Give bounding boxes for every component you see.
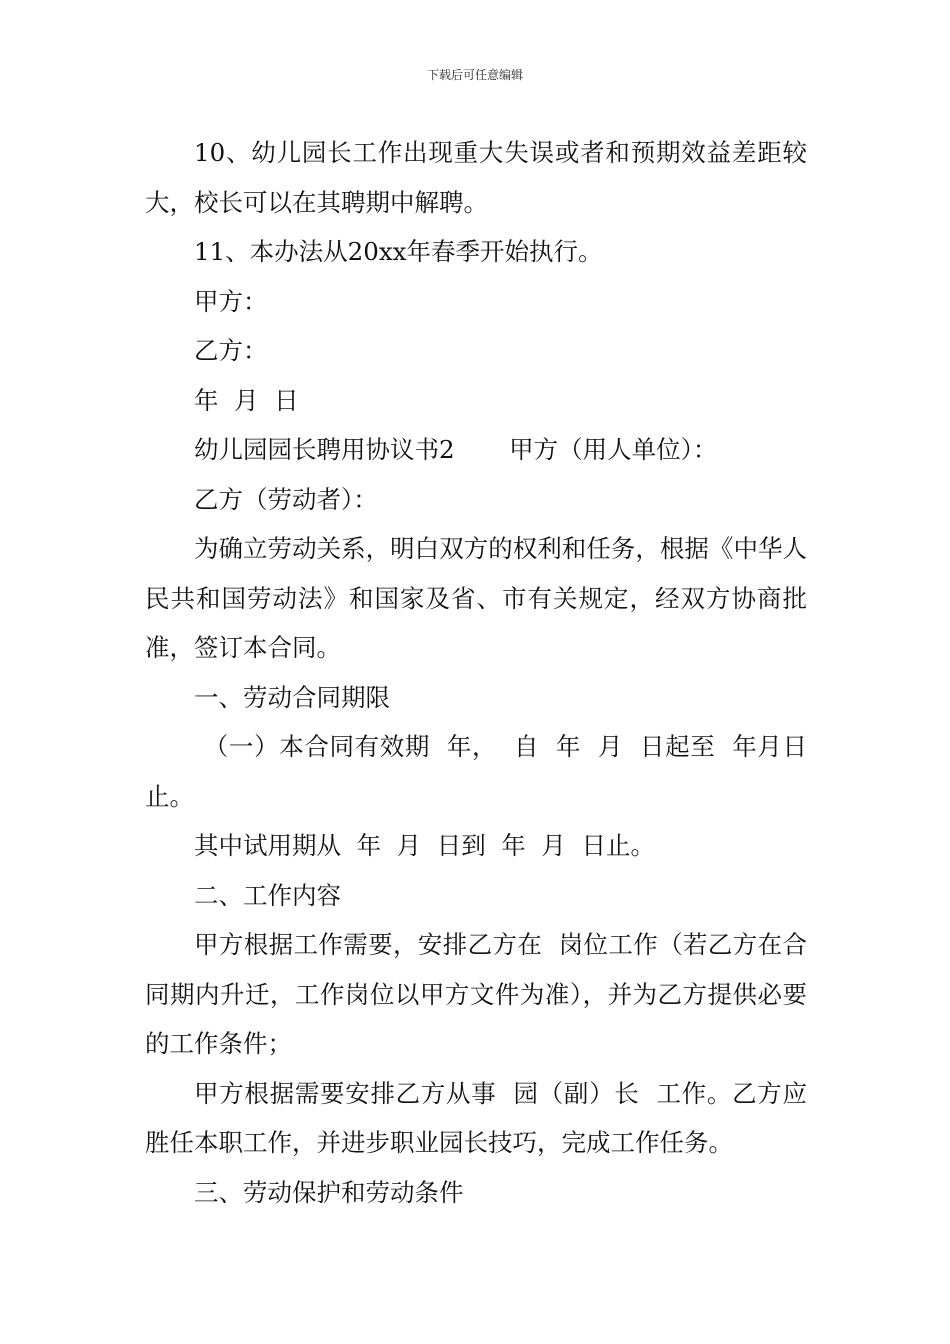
party-b-line: 乙方： <box>194 336 268 365</box>
paragraph-clause-11: 11、本办法从20xx年春季开始执行。 <box>194 237 603 266</box>
paragraph-work-duty: 甲方根据需要安排乙方从事 园（副）长 工作。乙方应胜任本职工作，并进步职业园长技巧，完成工作任务。 <box>145 1078 807 1157</box>
section-heading-work-content: 二、工作内容 <box>194 880 341 910</box>
paragraph-purpose: 为确立劳动关系，明白双方的权利和任务，根据《中华人民共和国劳动法》和国家及省、市有关规定，经双方协商批准，签订本合同。 <box>145 534 807 662</box>
page-header-note: 下载后可任意编辑 <box>426 68 523 82</box>
section-heading-term: 一、劳动合同期限 <box>194 682 390 712</box>
paragraph-work-arrangement: 甲方根据工作需要，安排乙方在 岗位工作（若乙方在合同期内升迁，工作岗位以甲方文件为准），并为乙方提供必要的工作条件； <box>145 930 807 1058</box>
paragraph-clause-10: 10、幼儿园长工作出现重大失误或者和预期效益差距较大，校长可以在其聘期中解聘。 <box>145 138 807 217</box>
document-body <box>145 128 807 1217</box>
paragraph-term-validity: （一）本合同有效期 年， 自 年 月 日起至 年月日止。 <box>145 732 807 811</box>
agreement-title-line: 幼儿园园长聘用协议书2 甲方（用人单位）： <box>194 435 718 464</box>
date-line: 年 月 日 <box>194 385 299 415</box>
party-a-line: 甲方： <box>194 286 268 316</box>
paragraph-probation: 其中试用期从 年 月 日到 年 月 日止。 <box>194 831 655 860</box>
party-b-worker-line: 乙方（劳动者）： <box>194 484 378 514</box>
section-heading-labor-protection: 三、劳动保护和劳动条件 <box>194 1177 464 1207</box>
